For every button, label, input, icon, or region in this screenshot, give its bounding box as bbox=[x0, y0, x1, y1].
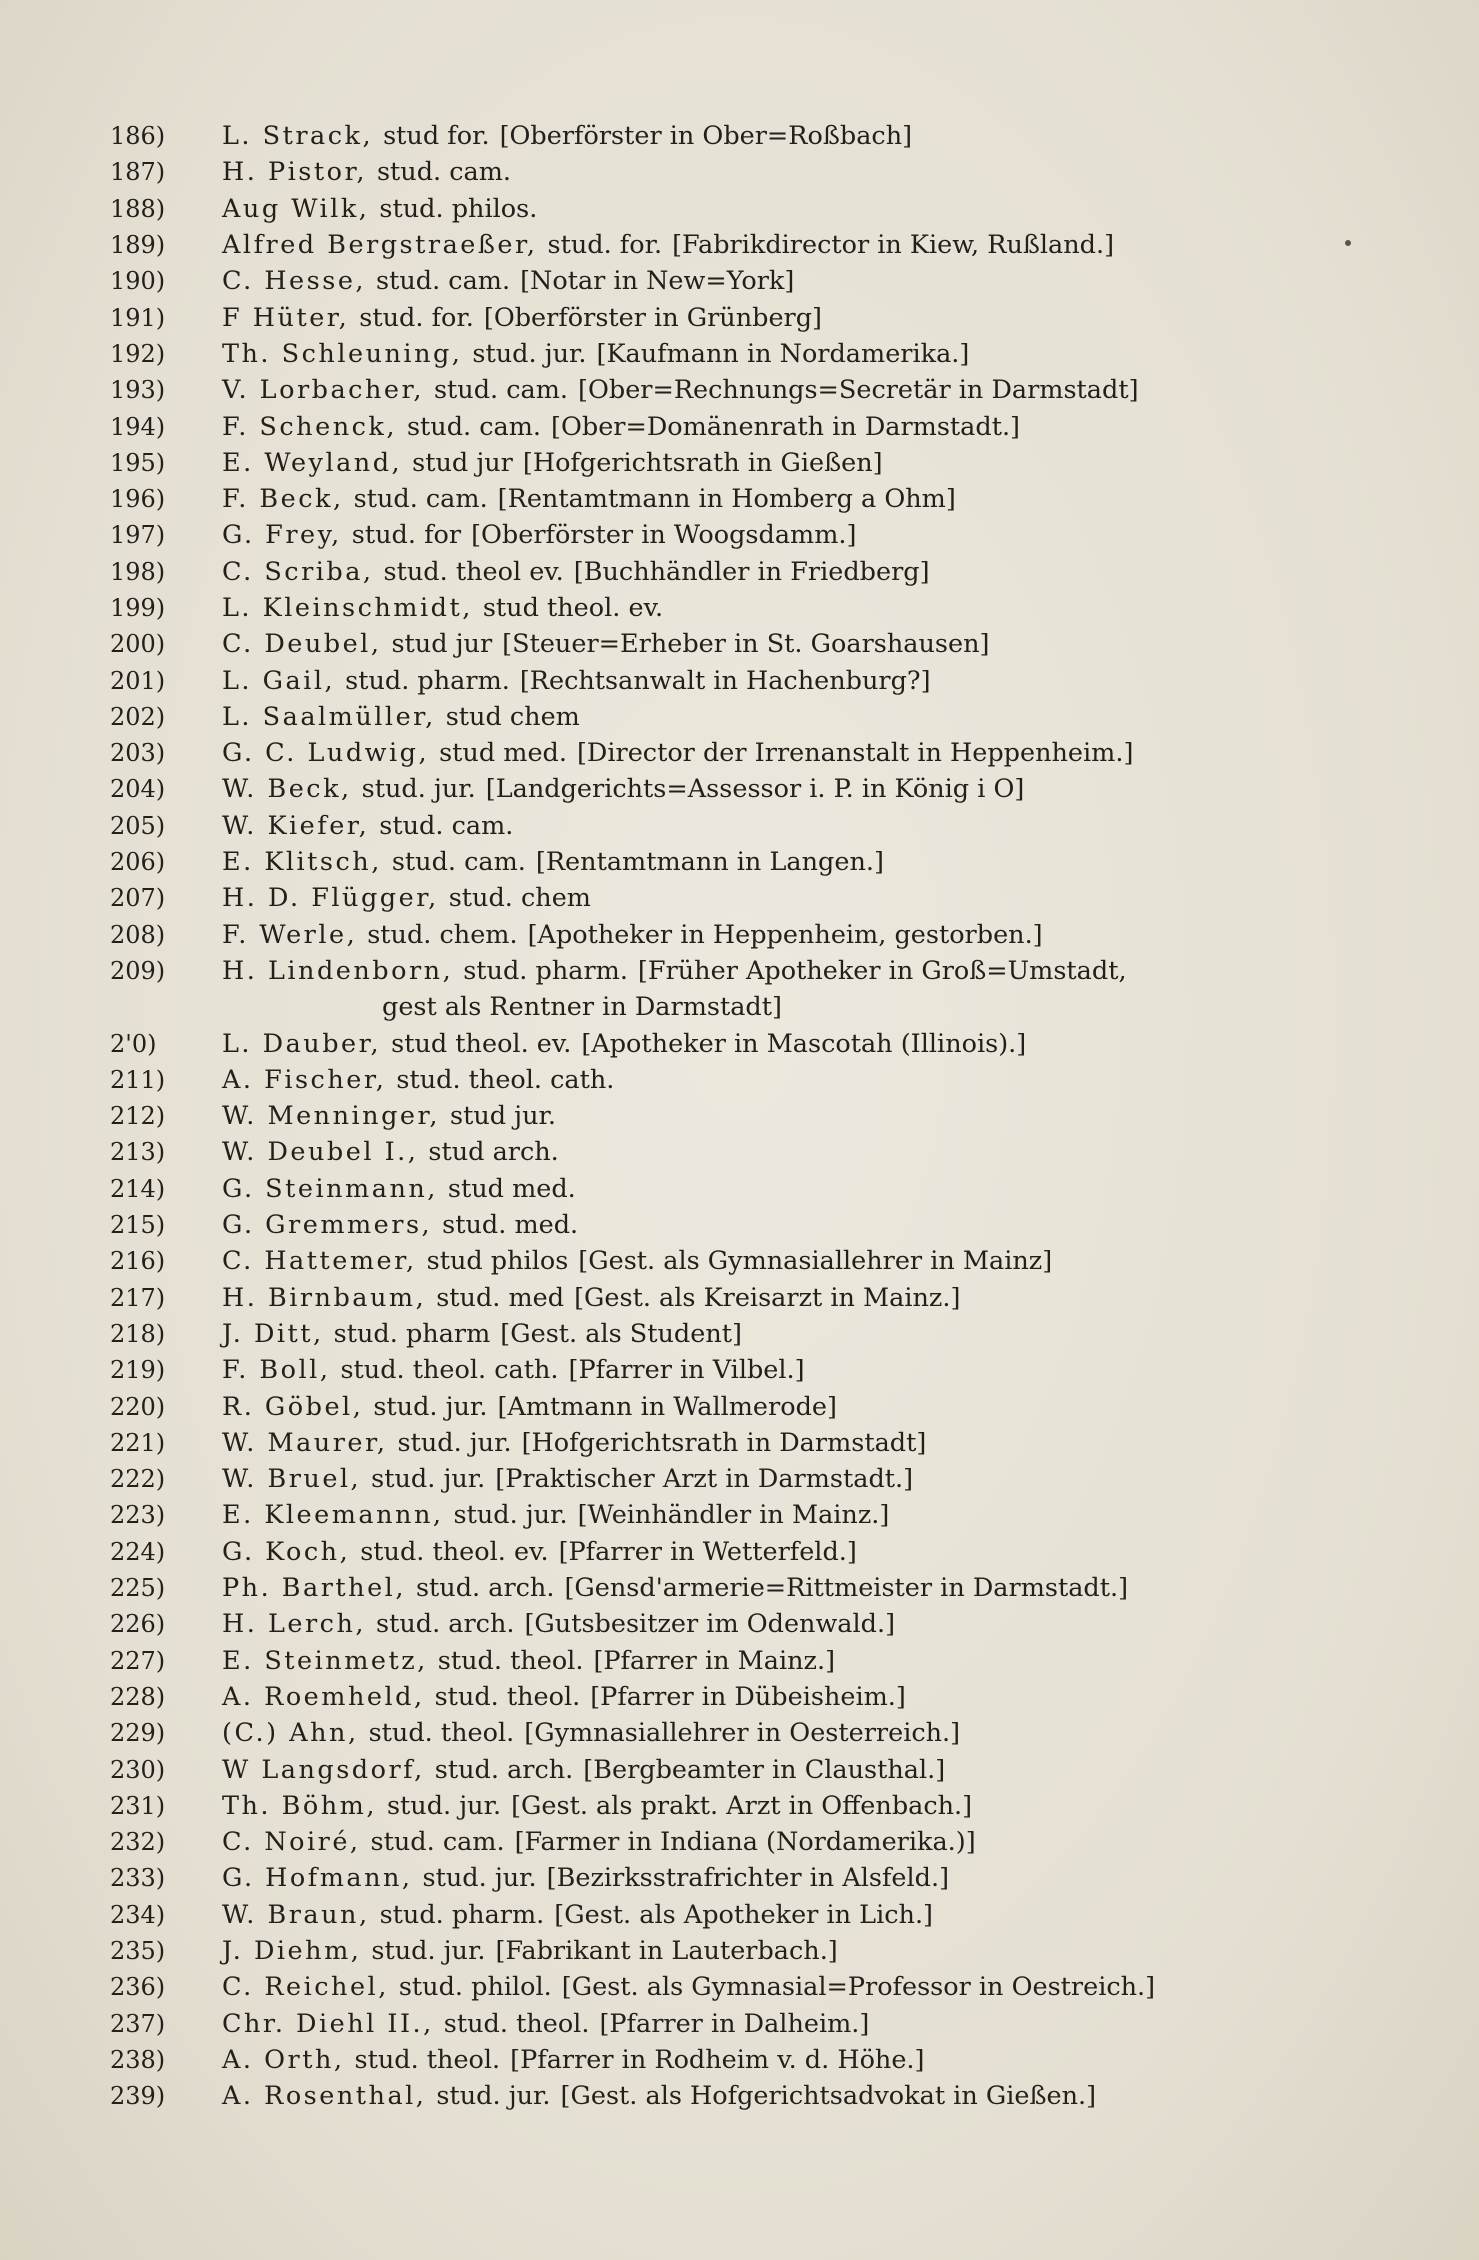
entry-name: W. Kiefer, bbox=[222, 810, 370, 841]
entry-number: 239) bbox=[110, 2082, 166, 2111]
entry-study: stud. arch. bbox=[415, 1573, 555, 1604]
entry-number: 188) bbox=[110, 194, 166, 223]
register-entry bbox=[110, 1025, 1370, 1061]
entry-number: 189) bbox=[110, 231, 166, 260]
entry-study: stud. jur. bbox=[422, 1863, 537, 1894]
entry-note: [Steuer=Erheber in St. Goarshausen] bbox=[502, 629, 990, 660]
entry-number: 229) bbox=[110, 1719, 166, 1748]
entry-number: 225) bbox=[110, 1574, 166, 1603]
entry-study: stud. philos. bbox=[379, 193, 538, 224]
register-entry-continuation bbox=[110, 989, 1370, 1025]
entry-study: stud. jur. bbox=[397, 1427, 512, 1458]
entry-study: stud. jur. bbox=[472, 338, 587, 369]
entry-study: stud. cam. bbox=[376, 266, 511, 297]
register-entry bbox=[110, 118, 1370, 154]
entry-name: C. Hattemer, bbox=[222, 1246, 417, 1277]
entry-number: 234) bbox=[110, 1900, 166, 1929]
register-entry bbox=[110, 1715, 1370, 1751]
entry-number: 238) bbox=[110, 2045, 166, 2074]
entry-name: H. Pistor, bbox=[222, 157, 367, 188]
entry-number: 206) bbox=[110, 848, 166, 877]
entry-name: L. Saalmüller, bbox=[222, 701, 436, 732]
register-entry bbox=[110, 154, 1370, 190]
entry-name: G. Frey, bbox=[222, 520, 342, 551]
entry-number: 209) bbox=[110, 956, 166, 985]
register-entry bbox=[110, 1679, 1370, 1715]
entry-study: stud. jur. bbox=[373, 1391, 488, 1422]
register-entry bbox=[110, 408, 1370, 444]
entry-number: 2'0) bbox=[110, 1029, 157, 1058]
entry-note: [Gymnasiallehrer in Oesterreich.] bbox=[524, 1718, 961, 1749]
entry-study: stud. cam. bbox=[370, 1827, 505, 1858]
entry-number: 191) bbox=[110, 303, 166, 332]
register-entry bbox=[110, 481, 1370, 517]
register-entry bbox=[110, 1316, 1370, 1352]
entry-study: stud. cam. bbox=[406, 411, 542, 442]
register-entry bbox=[110, 263, 1370, 299]
entry-note: [Pfarrer in Dalheim.] bbox=[599, 2008, 870, 2039]
entry-number: 201) bbox=[110, 666, 166, 695]
entry-name: Chr. Diehl II., bbox=[222, 2008, 434, 2039]
entry-study: stud. theol. bbox=[434, 1681, 581, 1712]
register-entry bbox=[110, 590, 1370, 626]
entry-note: [Landgerichts=Assessor i. P. in König i O] bbox=[485, 774, 1025, 805]
register-entry bbox=[110, 336, 1370, 372]
entry-name: A. Rosenthal, bbox=[222, 2081, 427, 2112]
register-entry bbox=[110, 1461, 1370, 1497]
entry-number: 212) bbox=[110, 1102, 166, 1131]
register-entry bbox=[110, 517, 1370, 553]
entry-study: stud jur bbox=[391, 629, 493, 660]
entry-note: [Gest. als Kreisarzt in Mainz.] bbox=[574, 1282, 961, 1313]
entry-study: stud. for bbox=[351, 520, 462, 551]
entry-name: H. Lerch, bbox=[222, 1609, 366, 1640]
entry-number: 190) bbox=[110, 267, 166, 296]
entry-number: 221) bbox=[110, 1428, 166, 1457]
entry-name: E. Steinmetz, bbox=[222, 1645, 428, 1676]
entry-number: 216) bbox=[110, 1247, 166, 1276]
entry-number: 218) bbox=[110, 1319, 166, 1348]
entry-study: stud med. bbox=[439, 738, 567, 769]
entry-name: V. Lorbacher, bbox=[222, 375, 424, 406]
entry-number: 207) bbox=[110, 884, 166, 913]
entry-study: stud. jur. bbox=[386, 1790, 502, 1821]
entry-name: W. Menninger, bbox=[222, 1101, 440, 1132]
entry-name: G. Steinmann, bbox=[222, 1173, 438, 1204]
entry-number: 194) bbox=[110, 412, 166, 441]
register-entry bbox=[110, 844, 1370, 880]
entry-study: stud. cam. bbox=[379, 810, 514, 841]
entry-number: 233) bbox=[110, 1864, 166, 1893]
entry-number: 214) bbox=[110, 1174, 166, 1203]
entry-study: stud for. bbox=[383, 121, 490, 152]
register-entry bbox=[110, 1134, 1370, 1170]
entry-study: stud. chem. bbox=[367, 919, 518, 950]
register-entry bbox=[110, 662, 1370, 698]
entry-name: Ph. Barthel, bbox=[222, 1573, 406, 1604]
entry-note: [Amtmann in Wallmerode] bbox=[497, 1391, 837, 1422]
entry-note: [Fabrikdirector in Kiew, Rußland.] bbox=[672, 230, 1115, 261]
register-entry bbox=[110, 1352, 1370, 1388]
register-entry bbox=[110, 1751, 1370, 1787]
entry-name: C. Noiré, bbox=[222, 1827, 361, 1858]
entry-name: C. Scriba, bbox=[222, 556, 374, 587]
entry-name: G. Gremmers, bbox=[222, 1210, 433, 1241]
register-entry bbox=[110, 1897, 1370, 1933]
entry-study: stud. pharm. bbox=[379, 1899, 545, 1930]
entry-name: Alfred Bergstraeßer, bbox=[222, 230, 538, 261]
entry-name: E. Weyland, bbox=[222, 447, 403, 478]
register-entry bbox=[110, 191, 1370, 227]
entry-study: stud. med. bbox=[442, 1210, 579, 1241]
entry-name: W. Bruel, bbox=[222, 1464, 362, 1495]
register-entry bbox=[110, 1534, 1370, 1570]
entry-name: L. Kleinschmidt, bbox=[222, 593, 473, 623]
entry-name: F Hüter, bbox=[222, 302, 350, 333]
register-entry bbox=[110, 1860, 1370, 1896]
register-entry bbox=[110, 808, 1370, 844]
entry-note: [Gest. als Student] bbox=[500, 1318, 742, 1349]
entry-study: stud. for. bbox=[547, 230, 663, 261]
entry-number: 205) bbox=[110, 811, 166, 840]
entry-name: H. D. Flügger, bbox=[222, 883, 439, 914]
register-entry bbox=[110, 372, 1370, 408]
entry-note: [Bezirksstrafrichter in Alsfeld.] bbox=[546, 1863, 950, 1894]
entry-study: stud. cam. bbox=[376, 157, 512, 188]
entry-name: W. Deubel I., bbox=[222, 1137, 419, 1168]
entry-note: [Gest. als Hofgerichtsadvokat in Gießen.] bbox=[560, 2081, 1097, 2112]
entry-note: [Farmer in Indiana (Nordamerika.)] bbox=[514, 1827, 976, 1858]
entry-number: 198) bbox=[110, 557, 166, 586]
register-entry bbox=[110, 2042, 1370, 2078]
register-entry bbox=[110, 1642, 1370, 1678]
entry-number: 186) bbox=[110, 122, 166, 151]
entry-name: W Langsdorf, bbox=[222, 1754, 425, 1785]
entry-study: stud. theol. bbox=[354, 2044, 501, 2075]
entry-number: 193) bbox=[110, 376, 166, 405]
entry-note: [Praktischer Arzt in Darmstadt.] bbox=[495, 1464, 914, 1495]
entry-name: A. Orth, bbox=[222, 2044, 345, 2075]
entry-number: 215) bbox=[110, 1211, 166, 1240]
entry-number: 220) bbox=[110, 1392, 166, 1421]
student-register-list bbox=[110, 118, 1370, 2114]
entry-number: 202) bbox=[110, 702, 166, 731]
entry-note: [Gest. als prakt. Arzt in Offenbach.] bbox=[511, 1790, 973, 1821]
entry-note: [Weinhändler in Mainz.] bbox=[577, 1500, 890, 1531]
entry-note: [Rechtsanwalt in Hachenburg?] bbox=[519, 665, 931, 696]
entry-study: stud. pharm. bbox=[345, 665, 510, 696]
entry-study: stud philos bbox=[426, 1246, 569, 1277]
entry-note: [Pfarrer in Vilbel.] bbox=[568, 1355, 805, 1386]
entry-number: 200) bbox=[110, 630, 166, 659]
entry-name: L. Dauber, bbox=[222, 1028, 382, 1059]
register-entry bbox=[110, 771, 1370, 807]
entry-study: stud. jur. bbox=[453, 1500, 568, 1531]
entry-name: J. Diehm, bbox=[222, 1935, 362, 1966]
entry-number: 217) bbox=[110, 1283, 166, 1312]
register-entry bbox=[110, 699, 1370, 735]
entry-name: L. Strack, bbox=[222, 121, 374, 152]
entry-name: F. Beck, bbox=[222, 484, 344, 515]
entry-note: [Oberförster in Woogsdamm.] bbox=[471, 520, 857, 551]
entry-study: stud. med bbox=[436, 1282, 565, 1313]
entry-name: J. Ditt, bbox=[222, 1318, 324, 1349]
entry-number: 227) bbox=[110, 1646, 166, 1675]
entry-name: C. Deubel, bbox=[222, 629, 382, 660]
register-entry bbox=[110, 1280, 1370, 1316]
entry-name: E. Kleemannn, bbox=[222, 1500, 444, 1531]
entry-note: [Gest. als Gymnasiallehrer in Mainz] bbox=[578, 1246, 1053, 1277]
entry-name: F. Werle, bbox=[222, 919, 358, 950]
entry-name: W. Maurer, bbox=[222, 1427, 388, 1458]
entry-name: G. Koch, bbox=[222, 1536, 351, 1567]
register-entry bbox=[110, 445, 1370, 481]
register-entry bbox=[110, 626, 1370, 662]
entry-name: C. Reichel, bbox=[222, 1972, 389, 2003]
entry-study: stud jur. bbox=[450, 1101, 557, 1132]
entry-study: stud. theol ev. bbox=[383, 556, 564, 587]
entry-name: W. Braun, bbox=[222, 1899, 370, 1930]
entry-note: [Gensd'armerie=Rittmeister in Darmstadt.] bbox=[564, 1573, 1129, 1604]
entry-name: C. Hesse, bbox=[222, 266, 367, 297]
entry-note: [Pfarrer in Wetterfeld.] bbox=[558, 1536, 857, 1567]
entry-note: [Kaufmann in Nordamerika.] bbox=[596, 338, 970, 369]
register-entry bbox=[110, 2005, 1370, 2041]
entry-number: 213) bbox=[110, 1138, 166, 1167]
entry-study: stud. jur. bbox=[436, 2081, 551, 2112]
entry-number: 204) bbox=[110, 775, 166, 804]
register-entry bbox=[110, 227, 1370, 263]
register-entry bbox=[110, 880, 1370, 916]
entry-study: stud. theol. cath. bbox=[396, 1064, 615, 1095]
entry-study: stud med. bbox=[447, 1173, 576, 1204]
register-entry bbox=[110, 1207, 1370, 1243]
entry-study: stud. chem bbox=[448, 883, 591, 914]
entry-name: A. Roemheld, bbox=[222, 1681, 425, 1712]
entry-study: stud. jur. bbox=[371, 1935, 486, 1966]
entry-study: stud. arch. bbox=[434, 1754, 574, 1785]
entry-number: 235) bbox=[110, 1936, 166, 1965]
entry-study: stud. for. bbox=[359, 302, 474, 333]
register-entry bbox=[110, 299, 1370, 335]
register-entry bbox=[110, 1171, 1370, 1207]
register-entry bbox=[110, 1497, 1370, 1533]
register-entry bbox=[110, 1824, 1370, 1860]
entry-study: stud jur bbox=[412, 447, 513, 478]
entry-note: [Notar in New=York] bbox=[520, 266, 795, 297]
register-entry bbox=[110, 1388, 1370, 1424]
entry-note: [Ober=Domänenrath in Darmstadt.] bbox=[551, 411, 1021, 442]
entry-note: [Hofgerichtsrath in Gießen] bbox=[522, 447, 883, 478]
register-entry bbox=[110, 1098, 1370, 1134]
entry-study: stud arch. bbox=[428, 1137, 559, 1168]
entry-name: (C.) Ahn, bbox=[222, 1718, 359, 1749]
entry-note: gest als Rentner in Darmstadt] bbox=[382, 992, 782, 1023]
entry-study: stud. theol. bbox=[437, 1645, 584, 1676]
entry-note: [Director der Irrenanstalt in Heppenheim.] bbox=[576, 738, 1134, 769]
entry-study: stud. pharm. bbox=[463, 955, 628, 986]
entry-number: 208) bbox=[110, 920, 166, 949]
entry-note: [Ober=Rechnungs=Secretär in Darmstadt] bbox=[578, 375, 1139, 406]
entry-name: H. Lindenborn, bbox=[222, 955, 454, 986]
entry-name: A. Fischer, bbox=[222, 1064, 387, 1095]
entry-note: [Fabrikant in Lauterbach.] bbox=[495, 1935, 838, 1966]
register-entry bbox=[110, 1570, 1370, 1606]
entry-study: stud. theol. ev. bbox=[360, 1536, 549, 1567]
entry-study: stud chem bbox=[445, 701, 580, 732]
entry-number: 222) bbox=[110, 1465, 166, 1494]
entry-number: 195) bbox=[110, 448, 166, 477]
entry-study: stud. cam. bbox=[433, 375, 569, 406]
entry-note: [Rentamtmann in Langen.] bbox=[535, 847, 884, 878]
entry-study: stud. theol. bbox=[368, 1718, 515, 1749]
register-entry bbox=[110, 917, 1370, 953]
entry-number: 236) bbox=[110, 1973, 166, 2002]
entry-note: [Hofgerichtsrath in Darmstadt] bbox=[521, 1427, 927, 1458]
entry-name: L. Gail, bbox=[222, 665, 336, 696]
register-entry bbox=[110, 1788, 1370, 1824]
entry-name: Th. Schleuning, bbox=[222, 338, 463, 369]
entry-note: [Früher Apotheker in Groß=Umstadt, bbox=[637, 955, 1127, 986]
entry-number: 230) bbox=[110, 1755, 166, 1784]
entry-name: Aug Wilk, bbox=[222, 193, 370, 224]
entry-note: [Apotheker in Mascotah (Illinois).] bbox=[581, 1028, 1027, 1059]
entry-note: [Gest. als Apotheker in Lich.] bbox=[554, 1899, 934, 1930]
entry-number: 232) bbox=[110, 1828, 166, 1857]
entry-note: [Oberförster in Ober=Roßbach] bbox=[499, 121, 913, 152]
entry-number: 228) bbox=[110, 1682, 166, 1711]
register-entry bbox=[110, 1243, 1370, 1279]
entry-note: [Rentamtmann in Homberg a Ohm] bbox=[497, 484, 956, 515]
entry-number: 192) bbox=[110, 339, 166, 368]
register-entry bbox=[110, 953, 1370, 989]
register-entry bbox=[110, 554, 1370, 590]
entry-study: stud. pharm bbox=[333, 1318, 491, 1349]
entry-number: 211) bbox=[110, 1065, 166, 1094]
entry-note: [Buchhändler in Friedberg] bbox=[573, 556, 930, 587]
entry-study: stud. philol. bbox=[398, 1972, 552, 2003]
entry-study: stud. jur. bbox=[361, 774, 476, 805]
register-entry bbox=[110, 1425, 1370, 1461]
entry-number: 224) bbox=[110, 1537, 166, 1566]
entry-name: Th. Böhm, bbox=[222, 1790, 377, 1821]
entry-number: 196) bbox=[110, 485, 166, 514]
entry-number: 231) bbox=[110, 1791, 166, 1820]
entry-number: 219) bbox=[110, 1356, 166, 1385]
entry-name: G. Hofmann, bbox=[222, 1863, 413, 1894]
entry-study: stud. theol. cath. bbox=[340, 1355, 559, 1386]
entry-study: stud. cam. bbox=[391, 847, 526, 878]
entry-number: 226) bbox=[110, 1610, 166, 1639]
entry-note: [Gutsbesitzer im Odenwald.] bbox=[524, 1609, 896, 1640]
entry-name: H. Birnbaum, bbox=[222, 1282, 427, 1313]
entry-name: F. Schenck, bbox=[222, 411, 397, 442]
register-entry bbox=[110, 735, 1370, 771]
entry-note: [Apotheker in Heppenheim, gestorben.] bbox=[527, 919, 1043, 950]
entry-note: [Bergbeamter in Clausthal.] bbox=[583, 1754, 946, 1785]
register-entry bbox=[110, 2078, 1370, 2114]
entry-name: R. Göbel, bbox=[222, 1391, 364, 1422]
entry-note: [Pfarrer in Mainz.] bbox=[593, 1645, 836, 1676]
entry-note: [Gest. als Gymnasial=Professor in Oestreich.] bbox=[561, 1972, 1156, 2003]
entry-study: stud theol. ev. bbox=[482, 593, 664, 623]
entry-name: G. C. Ludwig, bbox=[222, 738, 430, 769]
register-entry bbox=[110, 1606, 1370, 1642]
entry-note: [Pfarrer in Dübeisheim.] bbox=[590, 1681, 906, 1712]
register-entry bbox=[110, 1062, 1370, 1098]
register-entry bbox=[110, 1933, 1370, 1969]
entry-note: [Oberförster in Grünberg] bbox=[483, 302, 822, 333]
entry-number: 187) bbox=[110, 158, 166, 187]
register-entry bbox=[110, 1969, 1370, 2005]
entry-note: [Pfarrer in Rodheim v. d. Höhe.] bbox=[510, 2044, 925, 2075]
entry-name: W. Beck, bbox=[222, 774, 352, 805]
entry-study: stud. cam. bbox=[353, 484, 488, 515]
entry-study: stud. jur. bbox=[371, 1464, 486, 1495]
entry-name: F. Boll, bbox=[222, 1355, 331, 1386]
entry-study: stud theol. ev. bbox=[391, 1028, 572, 1059]
entry-number: 197) bbox=[110, 521, 166, 550]
entry-number: 237) bbox=[110, 2009, 166, 2038]
entry-name: E. Klitsch, bbox=[222, 847, 382, 878]
entry-study: stud. arch. bbox=[375, 1609, 515, 1640]
entry-number: 199) bbox=[110, 594, 166, 622]
entry-number: 223) bbox=[110, 1501, 166, 1530]
entry-study: stud. theol. bbox=[443, 2008, 590, 2039]
entry-number: 203) bbox=[110, 739, 166, 768]
